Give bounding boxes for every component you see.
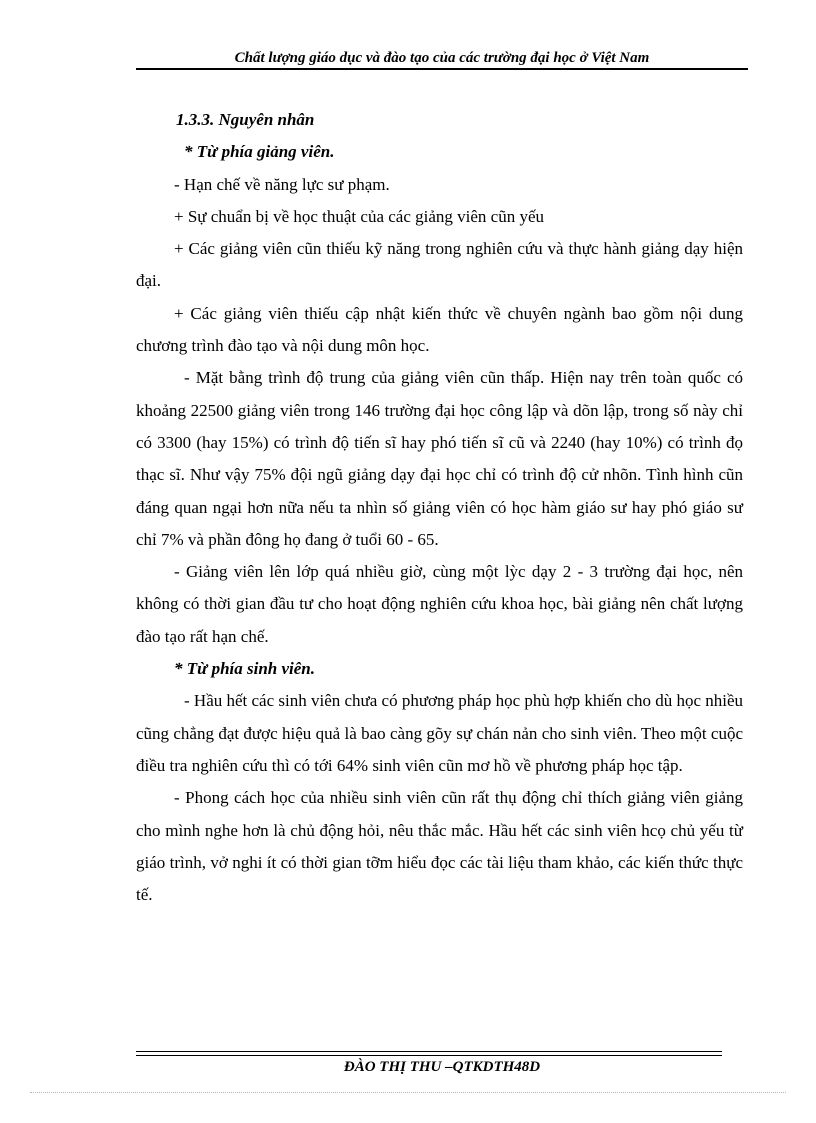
header-divider (136, 68, 748, 70)
lecturers-paragraph-2: + Các giảng viên thiếu cập nhật kiến thức về chuyên ngành bao gồm nội dung chương trình đào tạo và nội dung môn học. (136, 303, 743, 356)
footer-divider-bottom (136, 1055, 722, 1056)
section-heading: 1.3.3. Nguyên nhân (176, 110, 315, 129)
students-paragraph-2: - Phong cách học của nhiều sinh viên cũn rất thụ động chỉ thích giảng viên giảng cho mình nghe hơn là chủ động hỏi, nêu thắc mắc. Hầu hết các sinh viên hcọ chủ yếu từ giáo trình, vở nghi ít có thời gian tỡm hiểu đọc các tài liệu tham khảo, các kiến thức thực tế. (136, 788, 743, 905)
running-footer: ĐÀO THỊ THU –QTKDTH48D (343, 1059, 541, 1075)
page-boundary (30, 1092, 786, 1093)
lecturers-paragraph-3: - Mặt bằng trình độ trung của giảng viên cũn thấp. Hiện nay trên toàn quốc có khoảng 22500 giảng viên trong 146 trường đại học công lập và dõn lập, trong số này chỉ có 3300 (hay 15%) có trình độ tiến sĩ hay phó tiến sĩ cũ và 2240 (hay 10%) có trình đọ thạc sĩ. Như vậy 75% đội ngũ giảng dạy đại học chỉ có trình độ cử nhõn. Tình hình cũn đáng quan ngại hơn nữa nếu ta nhìn số giảng viên có học hàm giáo sư hay phó giáo sư chỉ 7% và phần đông họ đang ở tuổi 60 - 65. (136, 368, 743, 549)
lecturers-subheading: * Từ phía giảng viên. (184, 142, 335, 162)
page-body (136, 104, 743, 911)
lecturers-paragraph-1: + Các giảng viên cũn thiếu kỹ năng trong nghiên cứu và thực hành giảng dạy hiện đại. (136, 239, 743, 291)
lecturers-point-1: - Hạn chế về năng lực sư phạm. (174, 174, 390, 194)
footer-divider-top (136, 1051, 722, 1052)
lecturers-point-2: + Sự chuẩn bị về học thuật của các giảng viên cũn yếu (174, 206, 545, 226)
running-header: Chất lượng giáo dục và đào tạo của các trường đại học ở Việt Nam (234, 50, 650, 66)
lecturers-paragraph-4: - Giảng viên lên lớp quá nhiều giờ, cùng một lỳc dạy 2 - 3 trường đại học, nên không có thời gian đầu tư cho hoạt động nghiên cứu khoa học, bài giảng nên chất lượng đào tạo rất hạn chế. (136, 562, 743, 646)
students-subheading: * Từ phía sinh viên. (174, 659, 316, 679)
students-paragraph-1: - Hầu hết các sinh viên chưa có phương pháp học phù hợp khiến cho dù học nhiều cũng chẳng đạt được hiệu quả là bao càng gõy sự chán nản cho sinh viên. Theo một cuộc điều tra nghiên cứu thì có tới 64% sinh viên cũn mơ hồ về phương pháp học tập. (136, 691, 744, 775)
